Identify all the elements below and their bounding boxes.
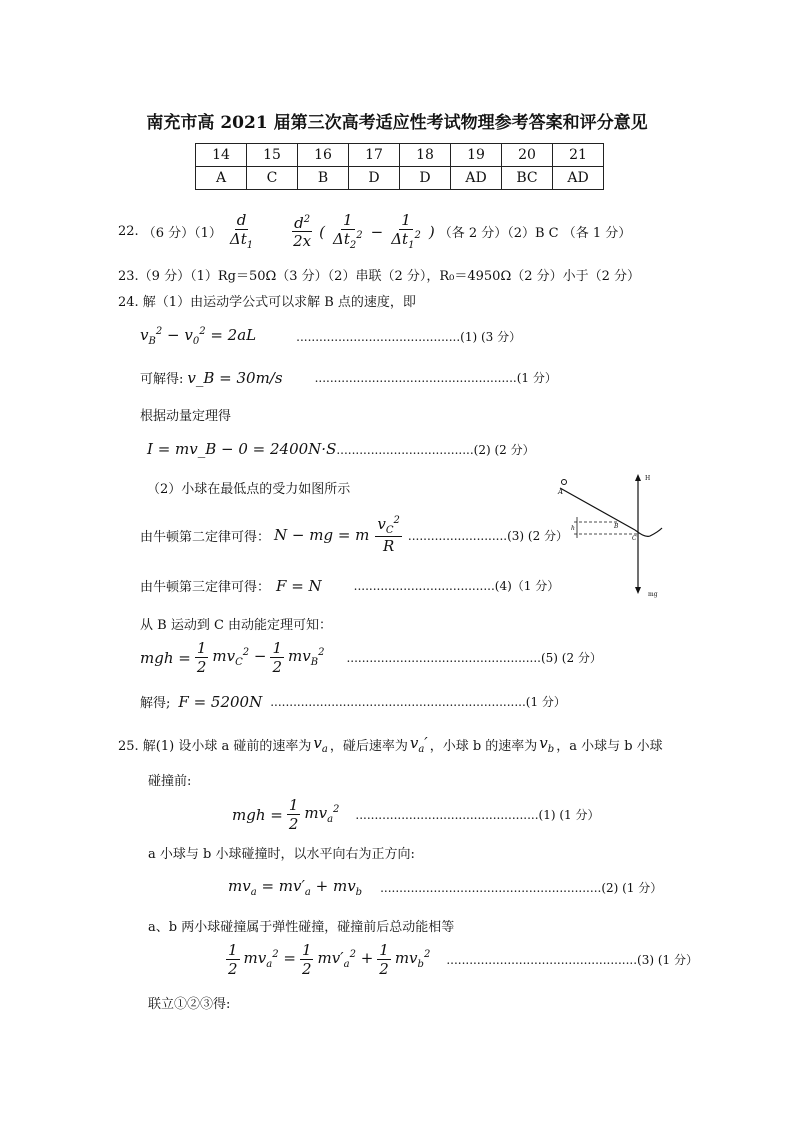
q25-combine-label: 联立①②③得: [148, 997, 231, 1012]
table-cell: C [247, 167, 298, 190]
q25-eq1-line: mgh = $\frac{1}{2}$ $mv_a^2$ ................................................(1) (1 分） [232, 796, 600, 833]
arrow-up-icon [635, 474, 641, 481]
answer-table [195, 143, 604, 190]
q25-eq1-dots: ................................................(1) (1 分） [355, 808, 600, 823]
q24-eq-final: F = 5200N [178, 692, 263, 711]
table-cell: 21 [553, 144, 604, 167]
q22-tail: （各 2 分）（2）B C （各 1 分） [438, 226, 632, 242]
table-cell: A [196, 167, 247, 190]
table-cell: 16 [298, 144, 349, 167]
q24-eq3-fraction: $\frac{v_C^2}{R}$ [377, 515, 400, 555]
table-cell: D [400, 167, 451, 190]
q24-eq2-line [147, 440, 535, 458]
q24-eq3: N − mg = m [274, 526, 370, 544]
q24-eq5-line: mgh = $\frac{1}{2}$ $mv_C^2$ − $\frac{1}{2}$ $mv_B^2$ ...................................................(5) (2 分） [140, 639, 602, 676]
q25-intro-c: ，小球 b 的速率为 [429, 739, 538, 754]
page-title: 南充市高 2021 届第三次高考适应性考试物理参考答案和评分意见 [146, 113, 648, 133]
q22-fraction-3: $\frac{1}{\Delta t_2^2}$ [333, 211, 363, 251]
q23-line: 23.（9 分）（1）Rg＝50Ω（3 分）（2）串联（2 分），R₀＝4950Ω（2 分）小于（2 分） [118, 269, 641, 284]
q25-eq2: $mv_a = mv'_a + mv_b$ [228, 877, 363, 898]
answer-table-answers-row [196, 167, 604, 190]
q24-eq5-lhs: mgh = [140, 648, 191, 667]
label-a: A [558, 488, 564, 496]
q24-result-label: 可解得: [140, 372, 184, 387]
q24-eq4-dots: .....................................(4)（1 分） [353, 579, 560, 593]
table-cell: 19 [451, 144, 502, 167]
table-cell: BC [502, 167, 553, 190]
table-cell: D [349, 167, 400, 190]
q24-energy-label: 从 B 运动到 C 由动能定理可知： [140, 618, 333, 633]
q25-eq2-dots: ..........................................................(2) (1 分） [380, 881, 663, 895]
q25-intro-line: 25. 解(1) 设小球 a 碰前的速率为 $v_a$ ，碰后速率为 $v_a'$ ，小球 b 的速率为 $v_b$ ，a 小球与 b 小球 [118, 734, 663, 755]
q25-elastic-label: a、b 两小球碰撞属于弹性碰撞，碰撞前后总动能相等 [148, 920, 455, 935]
q24-eq-vb: v_B = 30m/s [187, 368, 283, 387]
q25-eq3-dots: ..................................................(3) (1 分） [446, 953, 698, 968]
q24-part2: （2）小球在最低点的受力如图所示 [147, 482, 351, 497]
q25-collision-label: a 小球与 b 小球碰撞时，以水平向右为正方向: [148, 847, 415, 862]
q25-eq2-line [228, 877, 662, 898]
q24-newton3-label: 由牛顿第三定律可得： [140, 580, 271, 595]
q22-number: 22. [118, 224, 139, 240]
q22-fraction-2: $\frac{d^2}{2x}$ [293, 213, 312, 250]
ball-icon [562, 480, 567, 485]
q25-before-label: 碰撞前: [148, 774, 192, 789]
q24-eq1-dots: ...........................................(1) (3 分） [296, 330, 522, 344]
table-cell: 17 [349, 144, 400, 167]
label-b: B [614, 523, 619, 530]
q22-line: 22. （6 分）（1） $\frac{d}{\Delta t_1}$ $\frac{d^2}{2x}$ ( $\frac{1}{\Delta t_2^2}$ − $\frac{1}{\Delta t_1^2}$ ) （各 2 分）（2）B C （各 1 分） [118, 211, 632, 251]
q24-eq4-line [140, 576, 559, 595]
q24-intro: 24. 解（1）由运动学公式可以求解 B 点的速度，即 [118, 295, 416, 310]
q24-eq1: $v_B^2 - v_0^2 = 2aL$ [140, 326, 257, 347]
answer-table-numbers-row [196, 144, 604, 167]
q24-final-line [140, 692, 566, 711]
q25-intro-d: ，a 小球与 b 小球 [556, 739, 663, 754]
table-cell: 20 [502, 144, 553, 167]
q25-eq3-line: $\frac{1}{2}$ $mv_a^2$ = $\frac{1}{2}$ $mv'_a^2$ + $\frac{1}{2}$ $mv_b^2$ ..................................................(3) (1 分） [228, 941, 698, 978]
q22-fraction-4: $\frac{1}{\Delta t_1^2}$ [391, 211, 421, 251]
q24-eq5-dots: ...................................................(5) (2 分） [346, 651, 602, 666]
q25-intro-a: 25. 解(1) 设小球 a 碰前的速率为 [118, 739, 312, 754]
q24-vb-line [140, 368, 557, 387]
q24-eq-final-dots: ...................................................................(1 分） [270, 695, 566, 709]
q24-newton2-label: 由牛顿第二定律可得： [140, 529, 271, 545]
arrow-down-icon [635, 587, 641, 594]
q25-intro-b: ，碰后速率为 [329, 739, 408, 754]
incline-line [560, 488, 635, 530]
q24-eq1-line [140, 326, 521, 347]
q24-eq3-dots: ..........................(3) (2 分） [407, 528, 569, 543]
table-cell: AD [451, 167, 502, 190]
q24-eq-vb-dots: .....................................................(1 分） [314, 371, 557, 385]
label-h: h [571, 525, 575, 532]
table-cell: B [298, 167, 349, 190]
q22-fraction-1: $\frac{d}{\Delta t_1}$ [229, 211, 254, 251]
q24-eq4: F = N [276, 576, 322, 595]
label-c: C [632, 535, 637, 542]
q24-eq2-dots: ....................................(2) (2 分） [336, 442, 535, 457]
label-mg: mg [648, 591, 658, 598]
q24-eq3-line [140, 515, 568, 555]
table-cell: 15 [247, 144, 298, 167]
arc-path [635, 528, 662, 536]
table-cell: 14 [196, 144, 247, 167]
table-cell: AD [553, 167, 604, 190]
q24-momentum-label: 根据动量定理得 [140, 409, 232, 424]
q24-final-label: 解得; [140, 696, 171, 711]
label-top: H [645, 475, 651, 482]
table-cell: 18 [400, 144, 451, 167]
q24-eq2: I = mv_B − 0 = 2400N·S [147, 440, 337, 458]
force-diagram [550, 470, 670, 600]
q22-score: （6 分）（1） [142, 226, 222, 242]
